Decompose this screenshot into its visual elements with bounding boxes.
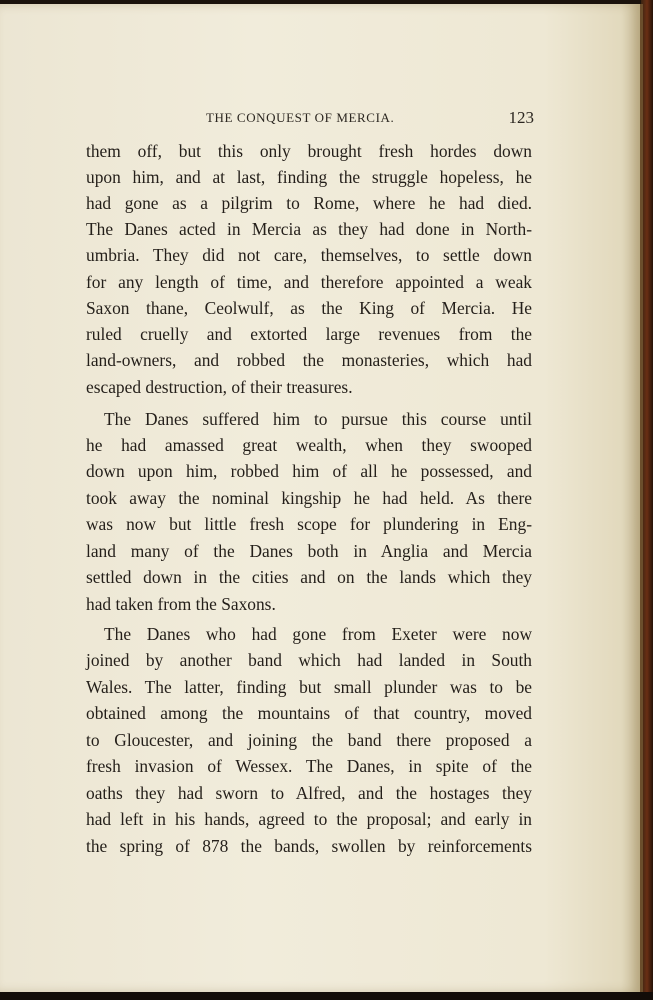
running-title: THE CONQUEST OF MERCIA. [206, 110, 395, 125]
text-line: The Danes acted in Mercia as they had done in North- [86, 219, 532, 239]
text-line: escaped destruction, of their treasures. [86, 377, 353, 397]
text-line: had left in his hands, agreed to the proposal; and early in [86, 809, 532, 829]
text-line: umbria. They did not care, themselves, to settle down [86, 245, 532, 265]
text-line: to Gloucester, and joining the band there proposed a [86, 730, 532, 750]
text-line: down upon him, robbed him of all he possessed, and [86, 461, 532, 481]
text-line: ruled cruelly and extorted large revenues from the [86, 324, 532, 344]
page-header [86, 108, 534, 128]
text-line: Wales. The latter, finding but small plunder was to be [86, 677, 532, 697]
text-line: land many of the Danes both in Anglia and Mercia [86, 541, 532, 561]
text-line: land-owners, and robbed the monasteries, which had [86, 350, 532, 370]
text-line: settled down in the cities and on the lands which they [86, 567, 532, 587]
page-number: 123 [508, 108, 534, 127]
text-line: had taken from the Saxons. [86, 594, 276, 614]
text-line: he had amassed great wealth, when they swooped [86, 435, 532, 455]
page-bottom-edge [0, 992, 653, 1000]
text-line: the spring of 878 the bands, swollen by reinforcements [86, 836, 532, 856]
book-page [0, 4, 643, 992]
text-line: The Danes suffered him to pursue this course until [104, 409, 532, 429]
text-line: The Danes who had gone from Exeter were now [104, 624, 532, 644]
text-line: joined by another band which had landed in South [86, 650, 532, 670]
text-line: them off, but this only brought fresh hordes down [86, 141, 532, 161]
text-line: obtained among the mountains of that country, moved [86, 703, 532, 723]
text-line: for any length of time, and therefore appointed a weak [86, 272, 532, 292]
text-line: Saxon thane, Ceolwulf, as the King of Mercia. He [86, 298, 532, 318]
text-line: upon him, and at last, finding the struggle hopeless, he [86, 167, 532, 187]
text-line: had gone as a pilgrim to Rome, where he had died. [86, 193, 532, 213]
text-line: oaths they had sworn to Alfred, and the hostages they [86, 783, 532, 803]
text-line: took away the nominal kingship he had held. As there [86, 488, 532, 508]
text-line: was now but little fresh scope for plundering in Eng- [86, 514, 532, 534]
text-line: fresh invasion of Wessex. The Danes, in spite of the [86, 756, 532, 776]
